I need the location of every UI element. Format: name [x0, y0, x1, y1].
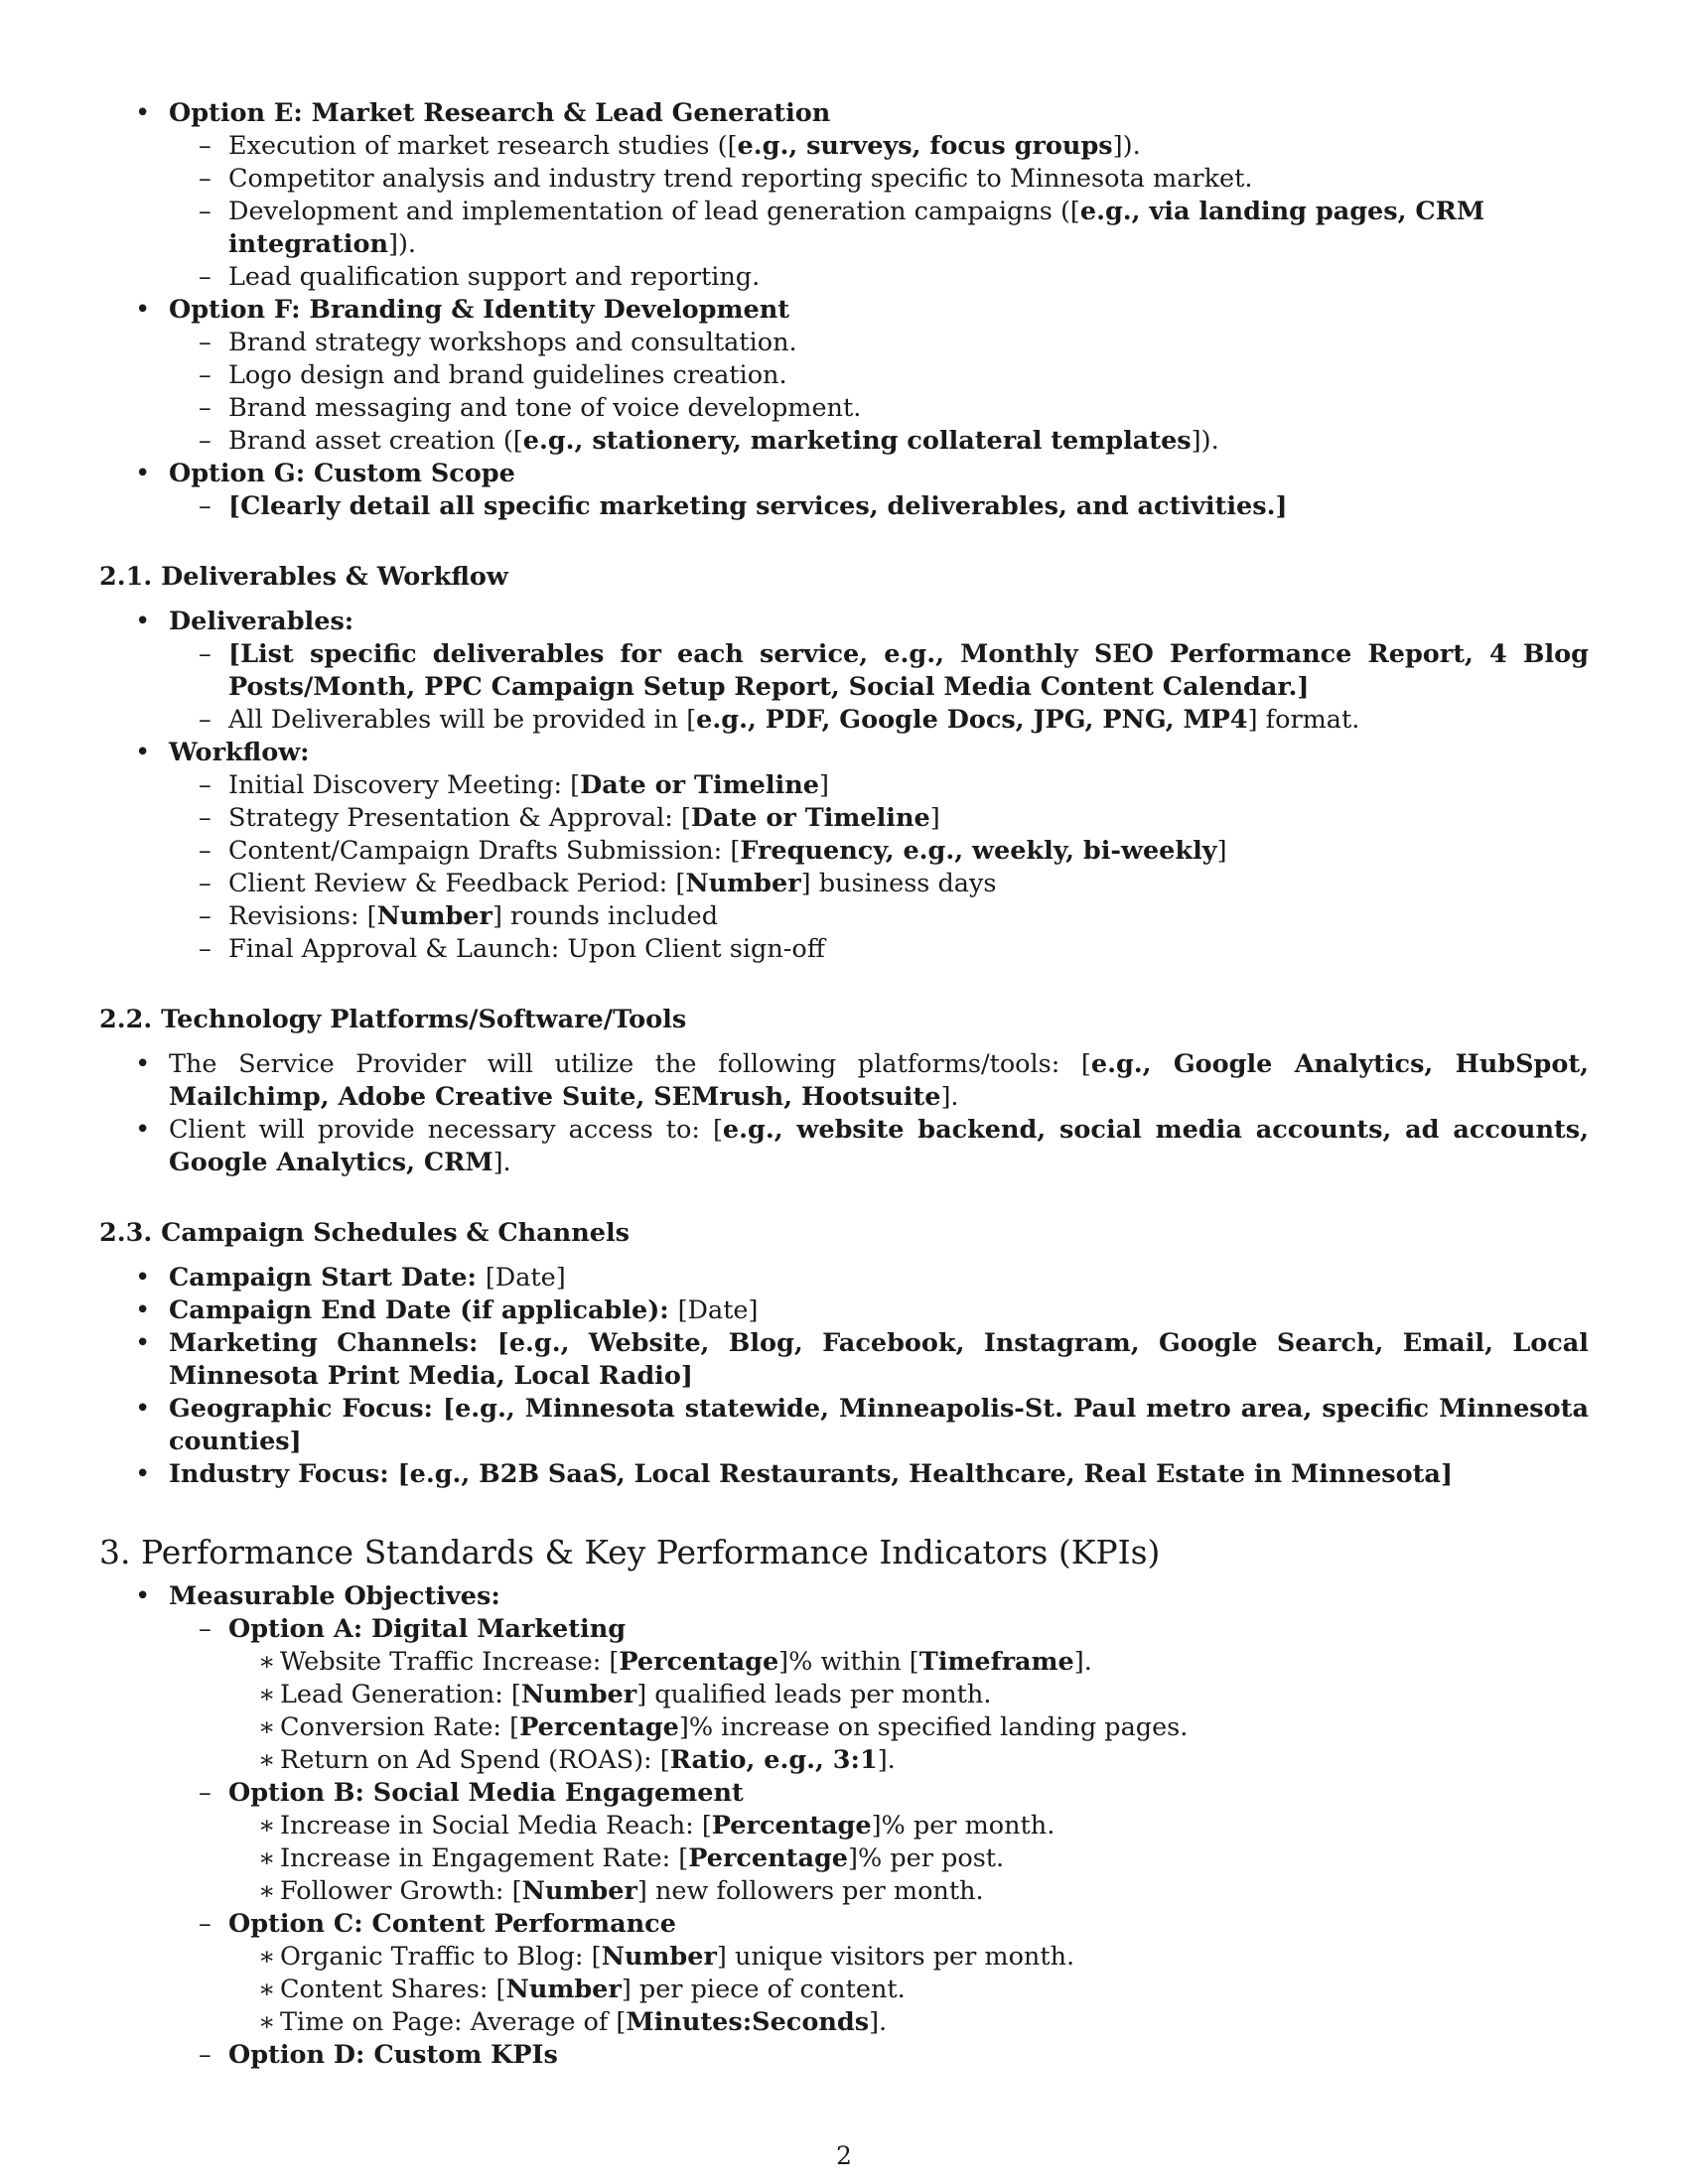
list-item: ∗ Time on Page: Average of [Minutes:Seconds].	[228, 2006, 1589, 2039]
deliverables-item	[99, 606, 1589, 737]
list-item: ∗ Increase in Social Media Reach: [Percentage]% per month.	[228, 1810, 1589, 1843]
list-item: – Revisions: [Number] rounds included	[169, 900, 1589, 933]
section-3-list	[99, 1580, 1589, 2072]
list-item: – Lead qualification support and reporting.	[169, 261, 1589, 294]
option-e-item	[99, 97, 1589, 294]
list-item: ∗ Lead Generation: [Number] qualified leads per month.	[228, 1679, 1589, 1711]
measurable-objectives-item	[99, 1580, 1589, 2072]
list-item: – Execution of market research studies ([e.g., surveys, focus groups]).	[169, 130, 1589, 163]
measurable-objectives-label: Measurable Objectives:	[169, 1581, 500, 1611]
list-item: – Initial Discovery Meeting: [Date or Timeline]	[169, 769, 1589, 802]
list-item: – Client Review & Feedback Period: [Number] business days	[169, 868, 1589, 900]
kpi-option-a: – Option A: Digital Marketing ∗ Website Traffic Increase: [Percentage]% within [Timeframe]. ∗ Lead Generation: [Number] qualified leads per month. ∗ Conversion Rate: [Percentage]% increase on specified landing pages. ∗ Return on Ad Spend (ROAS): [Ratio, e.g., 3:1].	[169, 1613, 1589, 1777]
list-item: • Geographic Focus: [e.g., Minnesota statewide, Minneapolis-St. Paul metro area, specific Minnesota counties]	[99, 1393, 1589, 1458]
list-item: – [List specific deliverables for each service, e.g., Monthly SEO Performance Report, 4 Blog Posts/Month, PPC Campaign Setup Report, Social Media Content Calendar.]	[169, 638, 1589, 704]
page-number: 2	[836, 2141, 852, 2170]
list-item: ∗ Website Traffic Increase: [Percentage]% within [Timeframe].	[228, 1646, 1589, 1679]
list-item: ∗ Increase in Engagement Rate: [Percentage]% per post.	[228, 1843, 1589, 1875]
option-g-title: Option G: Custom Scope	[169, 459, 515, 488]
list-item: • Industry Focus: [e.g., B2B SaaS, Local Restaurants, Healthcare, Real Estate in Minnesota]	[99, 1458, 1589, 1491]
list-item: ∗ Conversion Rate: [Percentage]% increase on specified landing pages.	[228, 1711, 1589, 1744]
workflow-item	[99, 737, 1589, 966]
section-2-3-list	[99, 1262, 1589, 1491]
workflow-label: Workflow:	[169, 738, 310, 767]
list-item: ∗ Organic Traffic to Blog: [Number] unique visitors per month.	[228, 1941, 1589, 1974]
list-item: – Logo design and brand guidelines creation.	[169, 359, 1589, 392]
list-item: ∗ Follower Growth: [Number] new followers per month.	[228, 1875, 1589, 1908]
list-item: – Strategy Presentation & Approval: [Date or Timeline]	[169, 802, 1589, 835]
list-item: – Brand asset creation ([e.g., stationery, marketing collateral templates]).	[169, 425, 1589, 458]
deliverables-label: Deliverables:	[169, 607, 354, 636]
kpi-option-c: – Option C: Content Performance ∗ Organic Traffic to Blog: [Number] unique visitors per month. ∗ Content Shares: [Number] per piece of content. ∗ Time on Page: Average of [Minutes:Seconds].	[169, 1908, 1589, 2039]
list-item: • Client will provide necessary access to: [e.g., website backend, social media accounts, ad accounts, Google Analytics, CRM].	[99, 1114, 1589, 1179]
section-2-1-heading: 2.1. Deliverables & Workflow	[99, 562, 508, 592]
list-item: • The Service Provider will utilize the following platforms/tools: [e.g., Google Analytics, HubSpot, Mailchimp, Adobe Creative Suite, SEMrush, Hootsuite].	[99, 1048, 1589, 1114]
list-item: • Marketing Channels: [e.g., Website, Blog, Facebook, Instagram, Google Search, Email, Local Minnesota Print Media, Local Radio]	[99, 1327, 1589, 1393]
option-f-title: Option F: Branding & Identity Development	[169, 295, 790, 325]
list-item: – Content/Campaign Drafts Submission: [Frequency, e.g., weekly, bi-weekly]	[169, 835, 1589, 868]
option-f-item	[99, 294, 1589, 458]
list-item: ∗ Return on Ad Spend (ROAS): [Ratio, e.g., 3:1].	[228, 1744, 1589, 1777]
section-2-3-heading: 2.3. Campaign Schedules & Channels	[99, 1218, 631, 1248]
list-item: – [Clearly detail all specific marketing services, deliverables, and activities.]	[169, 490, 1589, 523]
list-item: – Final Approval & Launch: Upon Client sign-off	[169, 933, 1589, 966]
list-item: – Development and implementation of lead generation campaigns ([e.g., via landing pages, CRM integration]).	[169, 196, 1589, 261]
section-2-2-heading: 2.2. Technology Platforms/Software/Tools	[99, 1005, 687, 1034]
list-item: – All Deliverables will be provided in [e.g., PDF, Google Docs, JPG, PNG, MP4] format.	[169, 704, 1589, 737]
section-3-heading: 3. Performance Standards & Key Performance Indicators (KPIs)	[99, 1533, 1161, 1571]
list-item: • Campaign Start Date: [Date]	[99, 1262, 1589, 1295]
kpi-option-b: – Option B: Social Media Engagement ∗ Increase in Social Media Reach: [Percentage]% per month. ∗ Increase in Engagement Rate: [Percentage]% per post. ∗ Follower Growth: [Number] new followers per month.	[169, 1777, 1589, 1908]
list-item: – Brand messaging and tone of voice development.	[169, 392, 1589, 425]
section-2-2-list	[99, 1048, 1589, 1179]
kpi-option-d: – Option D: Custom KPIs	[169, 2039, 1589, 2072]
list-item: – Brand strategy workshops and consultation.	[169, 327, 1589, 359]
section-2-1-list	[99, 606, 1589, 966]
list-item: • Campaign End Date (if applicable): [Date]	[99, 1295, 1589, 1327]
document-page	[99, 97, 1589, 2072]
list-item: – Competitor analysis and industry trend reporting specific to Minnesota market.	[169, 163, 1589, 196]
list-item: ∗ Content Shares: [Number] per piece of content.	[228, 1974, 1589, 2006]
option-g-item	[99, 458, 1589, 523]
option-e-title: Option E: Market Research & Lead Generation	[169, 98, 831, 128]
service-options-list	[99, 97, 1589, 523]
